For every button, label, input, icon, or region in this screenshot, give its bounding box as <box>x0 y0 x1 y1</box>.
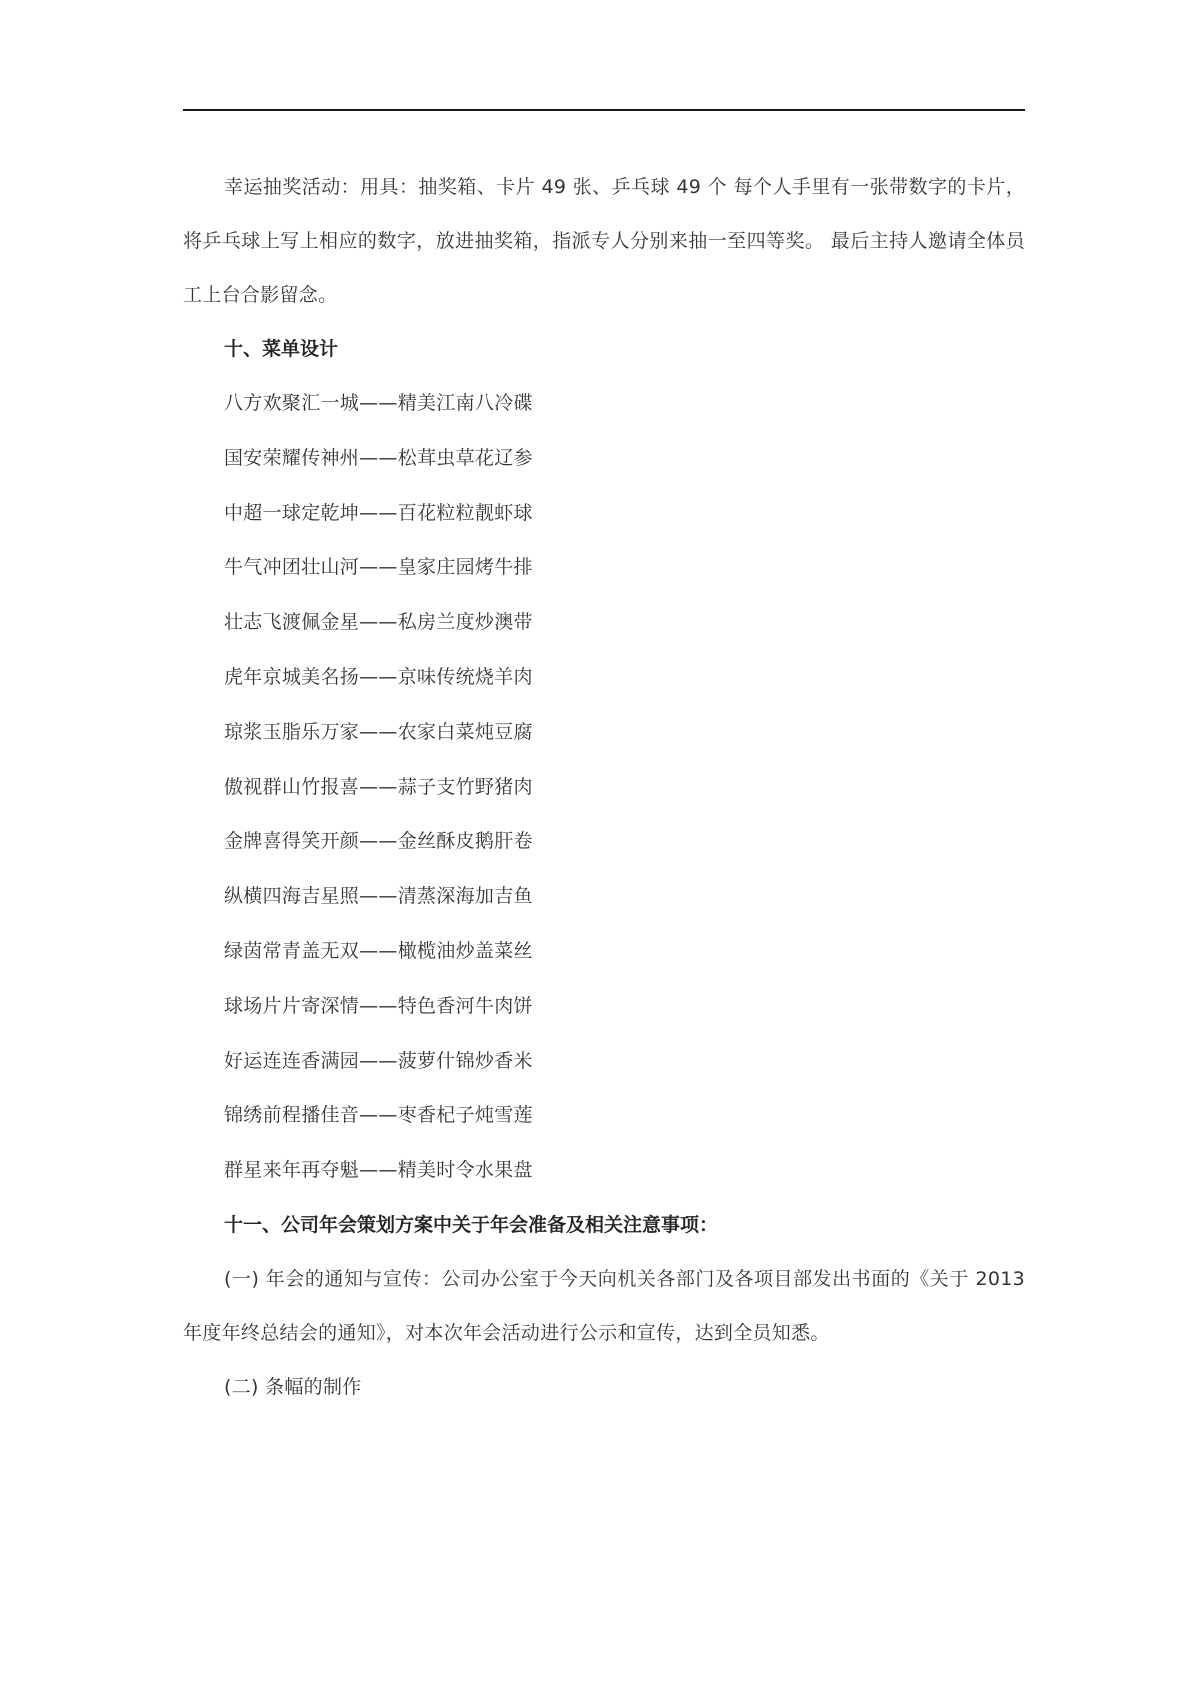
menu-item: 虎年京城美名扬——京味传统烧羊肉 <box>224 665 533 688</box>
menu-list <box>183 376 1025 1198</box>
menu-item: 金牌喜得笑开颜——金丝酥皮鹅肝卷 <box>224 830 533 853</box>
menu-item: 纵横四海吉星照——清蒸深海加吉鱼 <box>224 885 533 908</box>
menu-item: 傲视群山竹报喜——蒜子支竹野猪肉 <box>224 775 533 798</box>
lottery-paragraph: 幸运抽奖活动：用具：抽奖箱、卡片 49 张、乒乓球 49 个 每个人手里有一张带数字的卡片，将乒乓球上写上相应的数字，放进抽奖箱，指派专人分别来抽一至四等奖。 最后主持人邀请全体员工上台合影留念。 <box>183 176 1025 306</box>
document-body <box>183 160 1025 1414</box>
menu-item: 国安荣耀传神州——松茸虫草花辽参 <box>224 446 533 469</box>
menu-item: 锦绣前程播佳音——枣香杞子炖雪莲 <box>224 1104 533 1127</box>
menu-item: 琼浆玉脂乐万家——农家白菜炖豆腐 <box>224 720 533 743</box>
menu-item: 群星来年再夺魁——精美时令水果盘 <box>224 1159 533 1182</box>
menu-item: 八方欢聚汇一城——精美江南八冷碟 <box>224 392 533 414</box>
menu-item: 中超一球定乾坤——百花粒粒靓虾球 <box>224 501 533 524</box>
section-heading-menu: 十、菜单设计 <box>224 338 339 360</box>
banner-paragraph: (二) 条幅的制作 <box>224 1375 362 1398</box>
menu-item: 球场片片寄深情——特色香河牛肉饼 <box>224 994 533 1017</box>
menu-item: 绿茵常青盖无双——橄榄油炒盖菜丝 <box>224 939 533 962</box>
menu-item: 壮志飞渡佩金星——私房兰度炒澳带 <box>224 611 533 634</box>
menu-item: 好运连连香满园——菠萝什锦炒香米 <box>224 1049 533 1072</box>
section-heading-preparation: 十一、公司年会策划方案中关于年会准备及相关注意事项： <box>224 1213 719 1236</box>
header-rule <box>183 109 1025 111</box>
menu-item: 牛气冲团壮山河——皇家庄园烤牛排 <box>224 556 533 579</box>
notice-paragraph: (一) 年会的通知与宣传：公司办公室于今天向机关各部门及各项目部发出书面的《关于 2013 年度年终总结会的通知》，对本次年会活动进行公示和宣传，达到全员知悉。 <box>183 1267 1025 1344</box>
